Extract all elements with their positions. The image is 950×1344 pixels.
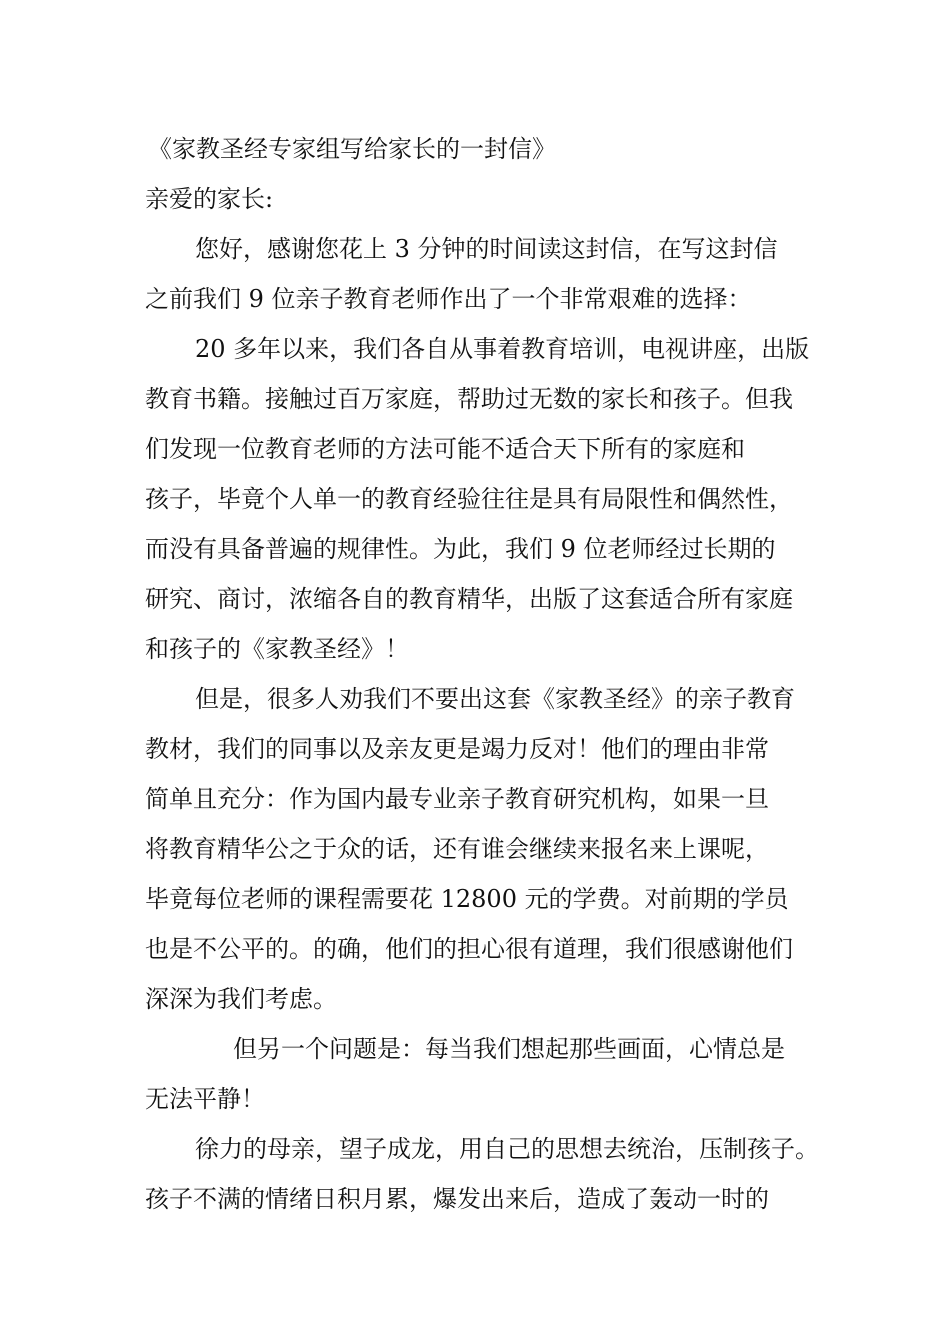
text-line: 孩子，毕竟个人单一的教育经验往往是具有局限性和偶然性， bbox=[145, 485, 793, 513]
document-title: 《家教圣经专家组写给家长的一封信》 bbox=[148, 135, 556, 163]
text-line: 教材，我们的同事以及亲友更是竭力反对！他们的理由非常 bbox=[145, 735, 769, 763]
text-line: 但是，很多人劝我们不要出这套《家教圣经》的亲子教育 bbox=[195, 685, 795, 713]
text-line: 也是不公平的。的确，他们的担心很有道理，我们很感谢他们 bbox=[145, 935, 793, 963]
text-line: 而没有具备普遍的规律性。为此，我们 9 位老师经过长期的 bbox=[145, 535, 776, 563]
text-line: 孩子不满的情绪日积月累，爆发出来后，造成了轰动一时的 bbox=[145, 1185, 769, 1213]
text-line: 简单且充分：作为国内最专业亲子教育研究机构，如果一旦 bbox=[145, 785, 769, 813]
text-line: 之前我们 9 位亲子教育老师作出了一个非常艰难的选择： bbox=[145, 285, 752, 313]
text-line: 无法平静！ bbox=[145, 1085, 265, 1113]
text-line: 教育书籍。接触过百万家庭，帮助过无数的家长和孩子。但我 bbox=[145, 385, 793, 413]
text-line: 毕竟每位老师的课程需要花 12800 元的学费。对前期的学员 bbox=[145, 885, 789, 913]
greeting: 亲爱的家长: bbox=[145, 185, 274, 213]
text-line: 徐力的母亲，望子成龙，用自己的思想去统治，压制孩子。 bbox=[195, 1135, 819, 1163]
text-line: 20 多年以来，我们各自从事着教育培训，电视讲座，出版 bbox=[195, 335, 810, 363]
text-line: 和孩子的《家教圣经》！ bbox=[145, 635, 409, 663]
text-line: 深深为我们考虑。 bbox=[145, 985, 337, 1013]
text-line: 研究、商讨，浓缩各自的教育精华，出版了这套适合所有家庭 bbox=[145, 585, 793, 613]
text-line: 您好，感谢您花上 3 分钟的时间读这封信，在写这封信 bbox=[195, 235, 778, 263]
text-line: 将教育精华公之于众的话，还有谁会继续来报名来上课呢， bbox=[145, 835, 769, 863]
text-line: 们发现一位教育老师的方法可能不适合天下所有的家庭和 bbox=[145, 435, 745, 463]
text-line: 但另一个问题是：每当我们想起那些画面，心情总是 bbox=[233, 1035, 785, 1063]
